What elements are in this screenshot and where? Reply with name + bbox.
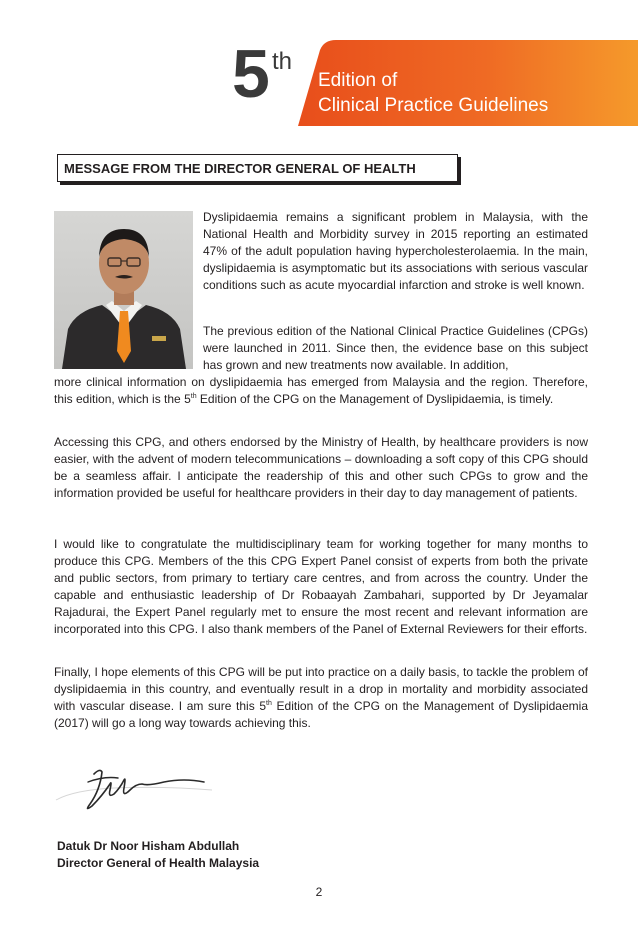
p2-superscript: th [190,393,197,400]
p5-superscript: th [266,700,272,707]
header-line-1: Edition of [318,70,398,91]
p5-text-a: Finally, I hope elements of this CPG will be put into practice on a daily basis, to tackle the problem of dyslipidaemia in this country, and eventually result in a drop in mortality and morbidity associated with vascular disease. I am sure this 5 [54,665,588,713]
p5-text-b: Edition of the CPG on the Management of Dyslipidaemia (2017) will go a long way towards achieving this. [54,699,588,730]
section-title: MESSAGE FROM THE DIRECTOR GENERAL OF HEALTH [57,154,458,182]
p2-text-b: Edition of the CPG on the Management of Dyslipidaemia, is timely. [196,392,554,406]
page-number: 2 [315,885,323,899]
paragraph-access: Accessing this CPG, and others endorsed by the Ministry of Health, by healthcare providers is now easier, with the advent of modern telecommunications – downloading a soft copy of this CPG should be a seamless affair. I anticipate the readership of this and other such CPGs to grow and the information provided be useful for healthcare providers in their day to day management of patients. [54,435,588,500]
p2-text-a: more clinical information on dyslipidaemia has emerged from Malaysia and the region. Therefore, this edition, which is the 5 [54,375,588,406]
paragraph-previous-edition-continued [54,374,588,408]
signer-title: Director General of Health Malaysia [57,856,260,870]
paragraph-congratulations: I would like to congratulate the multidisciplinary team for working together for many months to produce this CPG. Members of the this CPG Expert Panel consist of experts from both the private and public sectors, from primary to tertiary care centres, and from across the country. Under the capable and enthusiastic leadership of Dr Robaayah Zambahari, supported by Dr Jeyamalar Rajadurai, the Expert Panel regularly met to ensure the most recent and relevant information are incorporated into this CPG. I also thank members of the Panel of External Reviewers for their efforts. [54,537,588,636]
paragraph-intro [54,209,588,294]
paragraph-intro-text: Dyslipidaemia remains a significant problem in Malaysia, with the National Health and Morbidity survey in 2015 reporting an estimated 47% of the adult population having hypercholesterolaemia. In the main, dyslipidaemia is asymptomatic but its associations with serious vascular conditions such as acute myocardial infarction and stroke is well known. [203,210,588,292]
edition-suffix: th [272,48,293,75]
signer-name: Datuk Dr Noor Hisham Abdullah [57,839,240,853]
paragraph-closing [54,664,588,732]
header-line-2: Clinical Practice Guidelines [318,95,549,116]
paragraph-previous-edition-indented: The previous edition of the National Clinical Practice Guidelines (CPGs) were launched in 2011. Since then, the evidence base on this subject has grown and new treatments now available. In addition, [203,324,588,372]
signature-image [54,760,214,820]
edition-number: 5 [232,36,270,112]
